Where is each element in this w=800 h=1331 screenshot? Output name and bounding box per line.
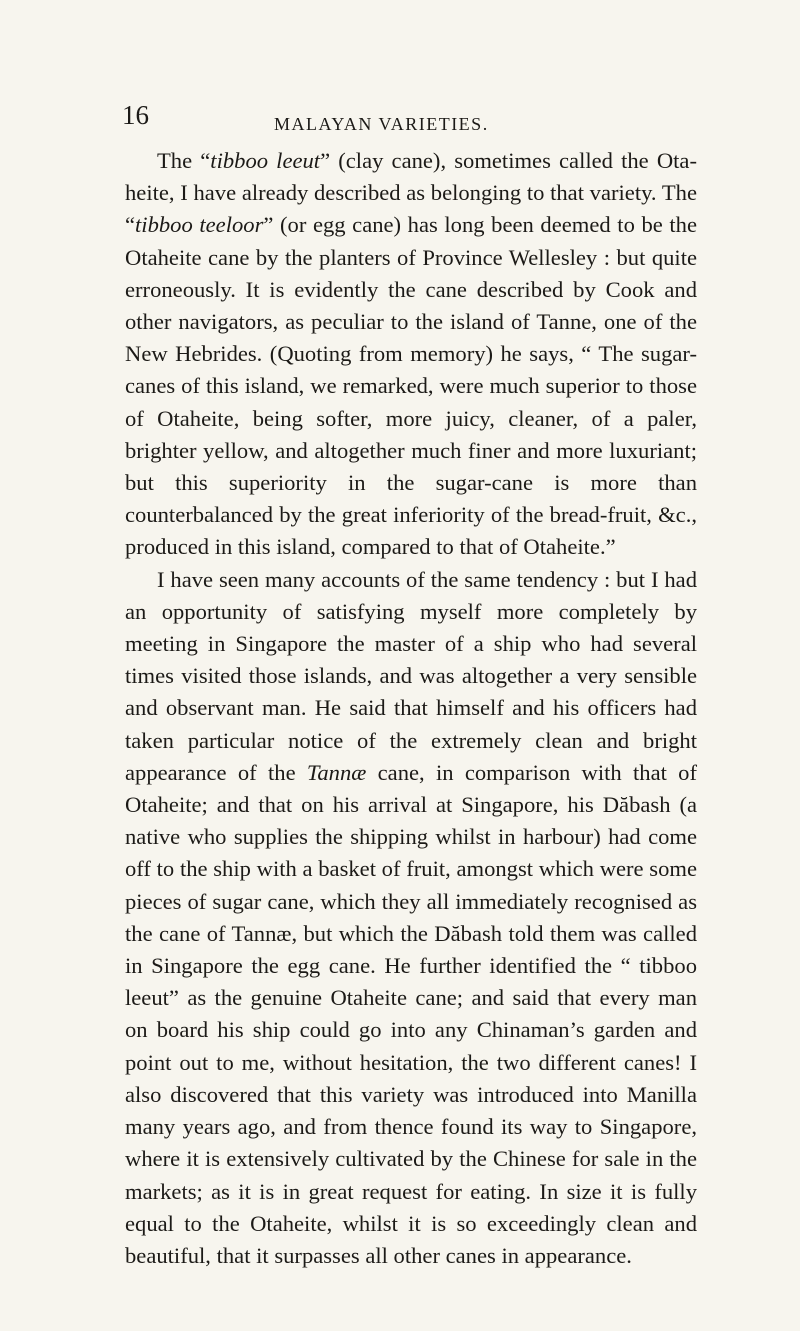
running-title: MALAYAN VARIETIES. <box>274 114 489 134</box>
running-head <box>122 100 720 140</box>
italic-term: tibboo teeloor <box>135 212 264 238</box>
text-run: ” (clay cane), sometimes called the Otaheite, I have already described as belonging to that variety. The “ <box>125 148 697 238</box>
italic-term: Tannæ <box>306 759 367 785</box>
body-text <box>125 145 697 1272</box>
text-run: cane, in comparison with that of Otaheite; and that on his arrival at Singapore, his Dăbash (a native who supplies the shipping whilst in harbour) had come off to the ship with a basket of fruit, amongst which were some pieces of sugar cane, which they all immediately recognised as the cane of Tannæ, but which the Dăbash told them was called in Singapore the egg cane. He further identified the “ tibboo leeut” as the genuine Otaheite cane; and said that every man on board his ship could go into any Chinaman’s garden and point out to me, without hesitation, the two different canes! I also discovered that this variety was introduced into Manilla many years ago, and from thence found its way to Singapore, where it is extensively cultivated by the Chinese for sale in the markets; as it is in great request for eating. In size it is fully equal to the Otaheite, whilst it is so exceedingly clean and beautiful, that it surpasses all other canes in appearance. <box>125 759 697 1268</box>
text-run: The “ <box>157 148 211 173</box>
page-number: 16 <box>122 100 149 130</box>
text-run: ” (or egg cane) has long been deemed to be the Otaheite cane by the planters of Province Wellesley : but quite erroneously. It is evidently the cane described by Cook and other navigators, as peculiar to the island of Tanne, one of the New Hebrides. (Quoting from memory) he says, “ The sugar-canes of this island, we remarked, were much superior to those of Otaheite, being softer, more juicy, cleaner, of a paler, brighter yellow, and altogether much finer and more luxuriant; but this superiority in the sugar-cane is more than counterbalanced by the great inferiority of the bread-fruit, &c., produced in this island, compared to that of Otaheite.” <box>125 212 697 560</box>
paragraph <box>125 145 697 564</box>
paragraph <box>125 564 697 1272</box>
text-run: I have seen many accounts of the same tendency : but I had an opportunity of satisfying myself more completely by meeting in Singapore the master of a ship who had several times visited those islands, and was altogether a very sensible and observant man. He said that himself and his officers had taken particular notice of the extremely clean and bright appearance of the <box>125 566 697 785</box>
italic-term: tibboo leeut <box>210 148 321 173</box>
